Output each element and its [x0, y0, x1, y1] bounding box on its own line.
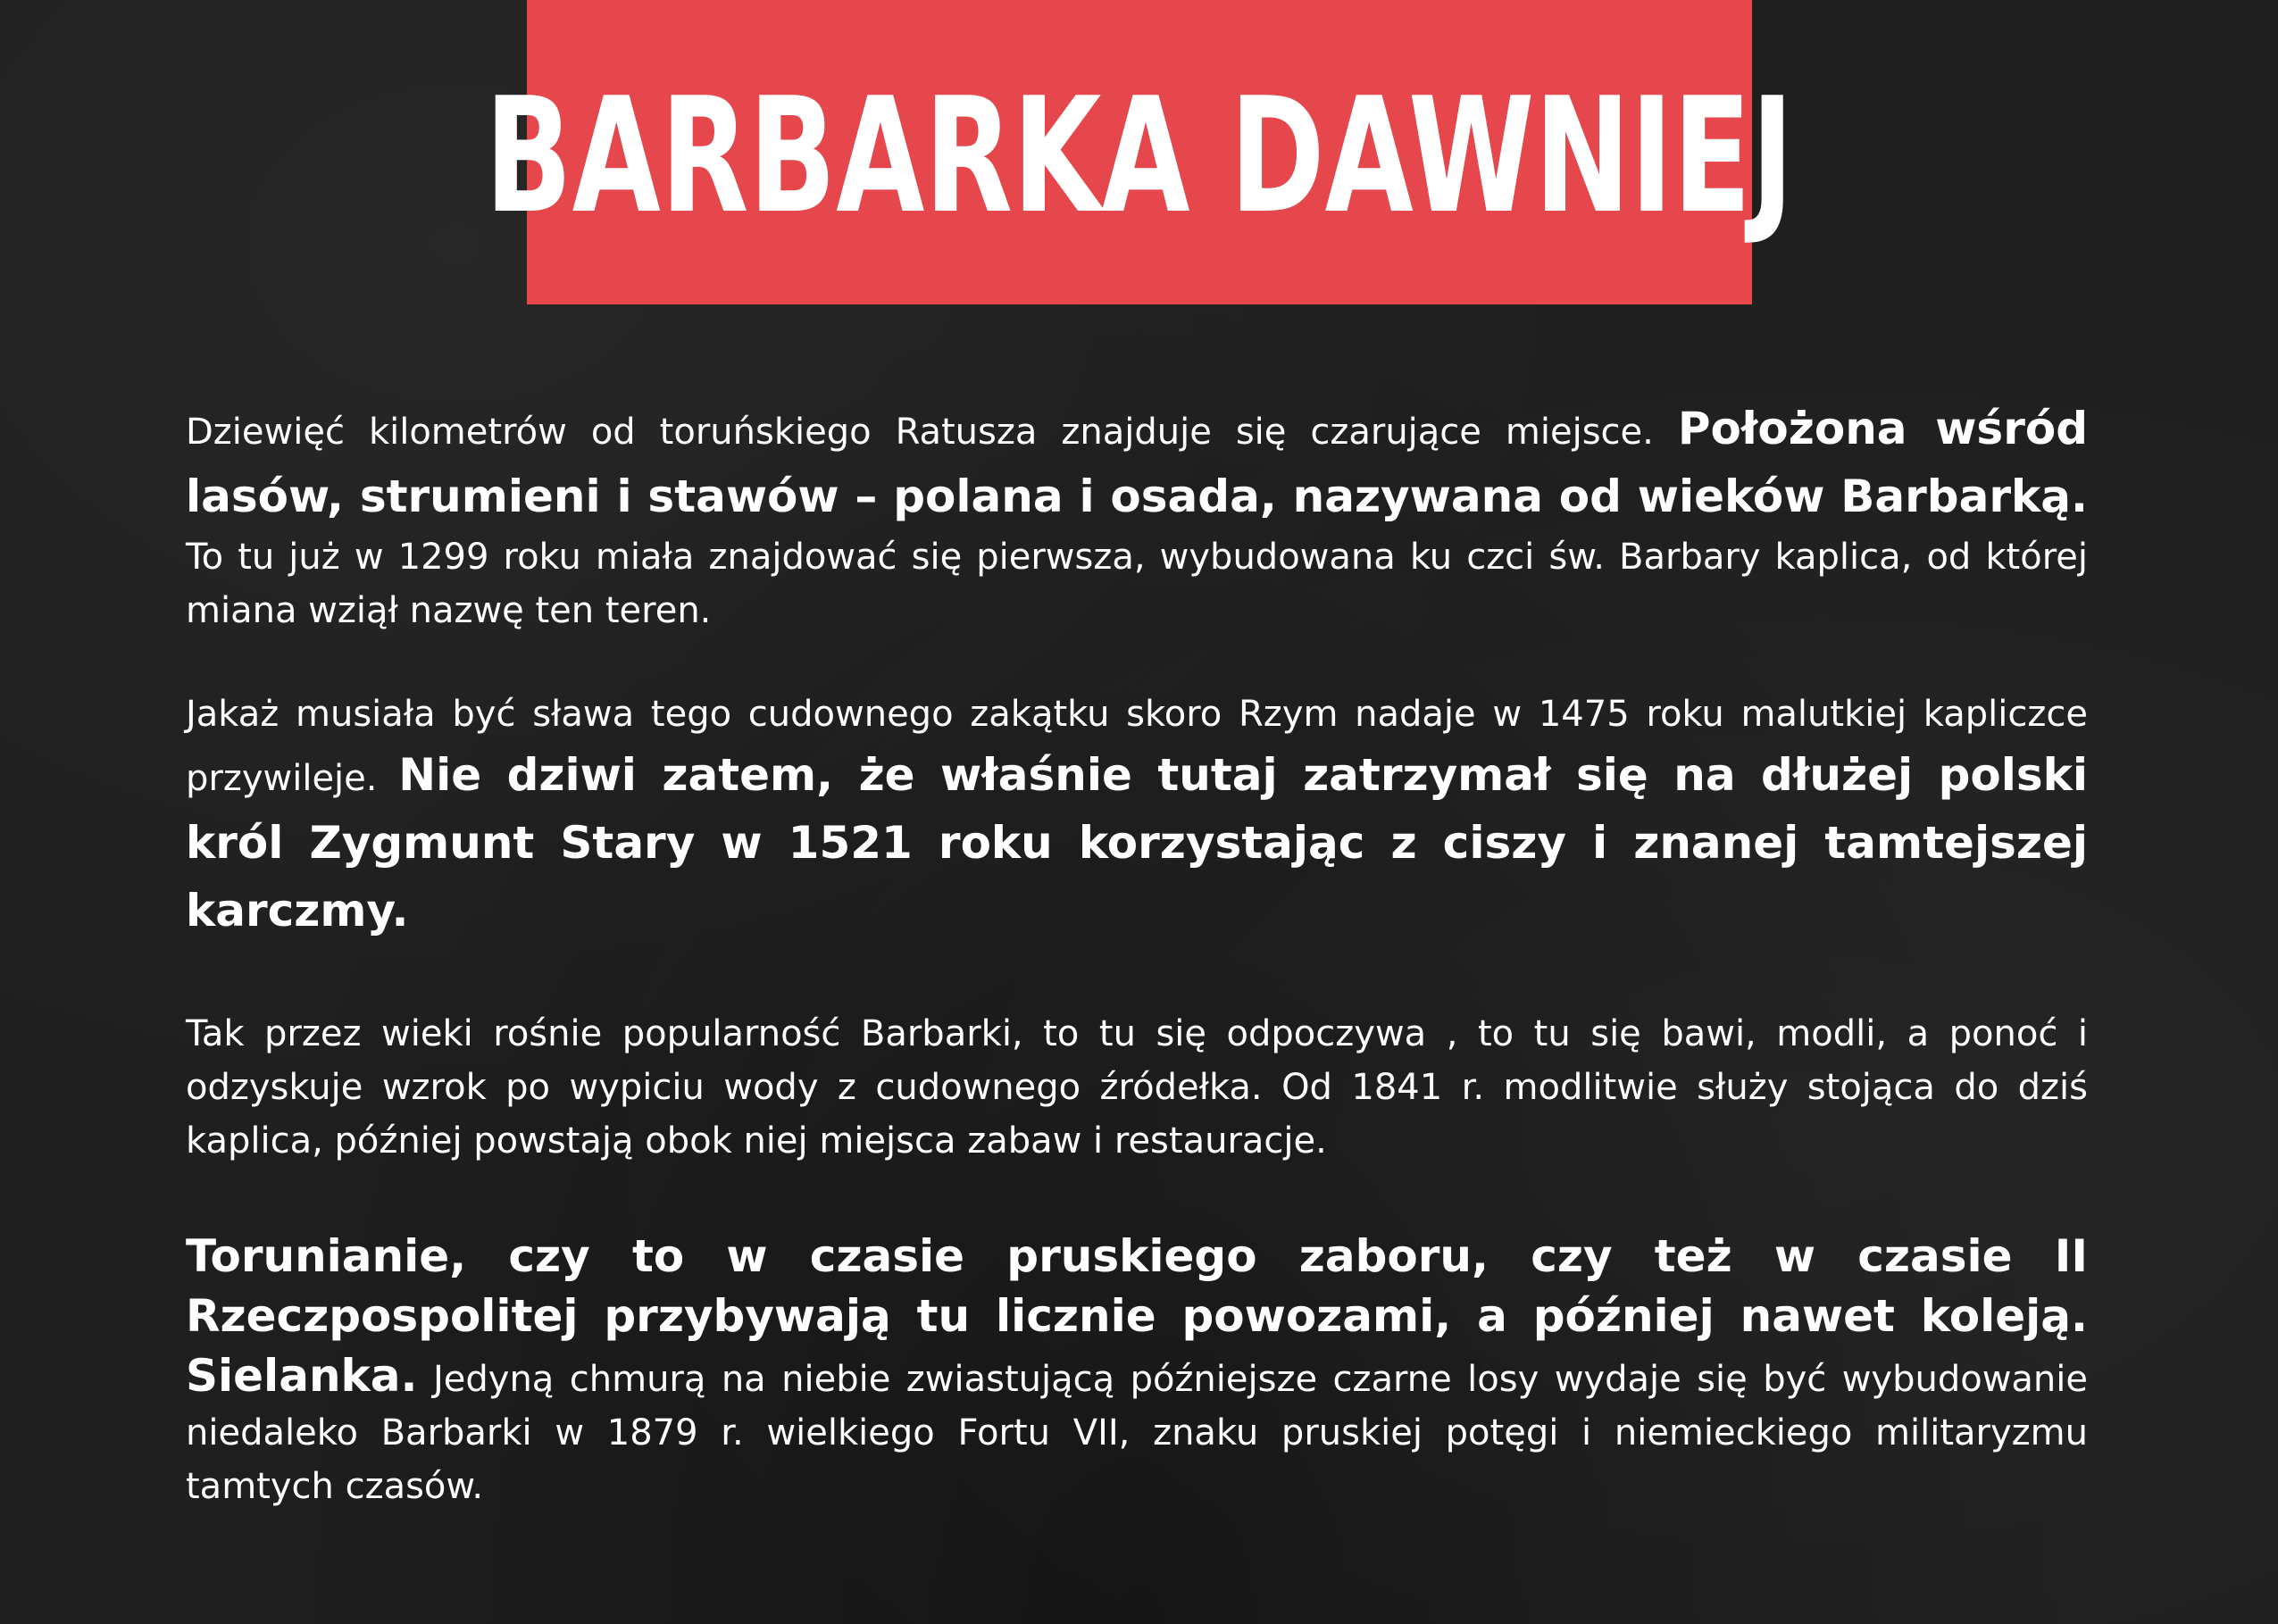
paragraph-4-text: Jedyną chmurą na niebie zwiastującą późniejsze czarne losy wydaje się być wybudowanie niedaleko Barbarki w 1879 r. wielkiego Fortu VII, znaku pruskiej potęgi i niemieckiego militaryzmu tamtych czasów.: [186, 1359, 2088, 1507]
paragraph-1-bold: Położona wśród lasów, strumieni i stawów – polana i osada, nazywana od wieków Barbarką.: [186, 403, 2088, 522]
paragraph-1-text-b: To tu już w 1299 roku miała znajdować się pierwsza, wybudowana ku czci św. Barbary kaplica, od której miana wziął nazwę ten teren.: [186, 537, 2088, 631]
paragraph-2-bold: Nie dziwi zatem, że właśnie tutaj zatrzymał się na dłużej polski król Zygmunt Stary w 1521 roku korzystając z ciszy i znanej tamtejszej karczmy.: [186, 749, 2088, 937]
paragraph-3-text: Tak przez wieki rośnie popularność Barbarki, to tu się odpoczywa , to tu się bawi, modli, a ponoć i odzyskuje wzrok po wypiciu wody z cudownego źródełka. Od 1841 r. modlitwie służy stojąca do dziś kaplica, później powstają obok niej miejsca zabaw i restauracje.: [186, 1013, 2088, 1162]
paragraph-3: [186, 1007, 2088, 1168]
paragraph-1: [186, 395, 2088, 637]
article-body: [186, 395, 2088, 1513]
title-banner: [485, 0, 1794, 304]
paragraph-4: [186, 1227, 2088, 1513]
page-title: BARBARKA DAWNIEJ: [485, 62, 1794, 248]
paragraph-2-text: Jakaż musiała być sława tego cudownego zakątku skoro Rzym nadaje w 1475 roku malutkiej kapliczce przywileje.: [186, 694, 2088, 799]
paragraph-4-bold: Torunianie, czy to w czasie pruskiego zaboru, czy też w czasie II Rzeczpospolitej przybywają tu licznie powozami, a później nawet koleją. Sielanka.: [186, 1230, 2088, 1402]
paragraph-1-text-a: Dziewięć kilometrów od toruńskiego Ratusza znajduje się czarujące miejsce.: [186, 412, 1678, 453]
paragraph-2: [186, 687, 2088, 945]
